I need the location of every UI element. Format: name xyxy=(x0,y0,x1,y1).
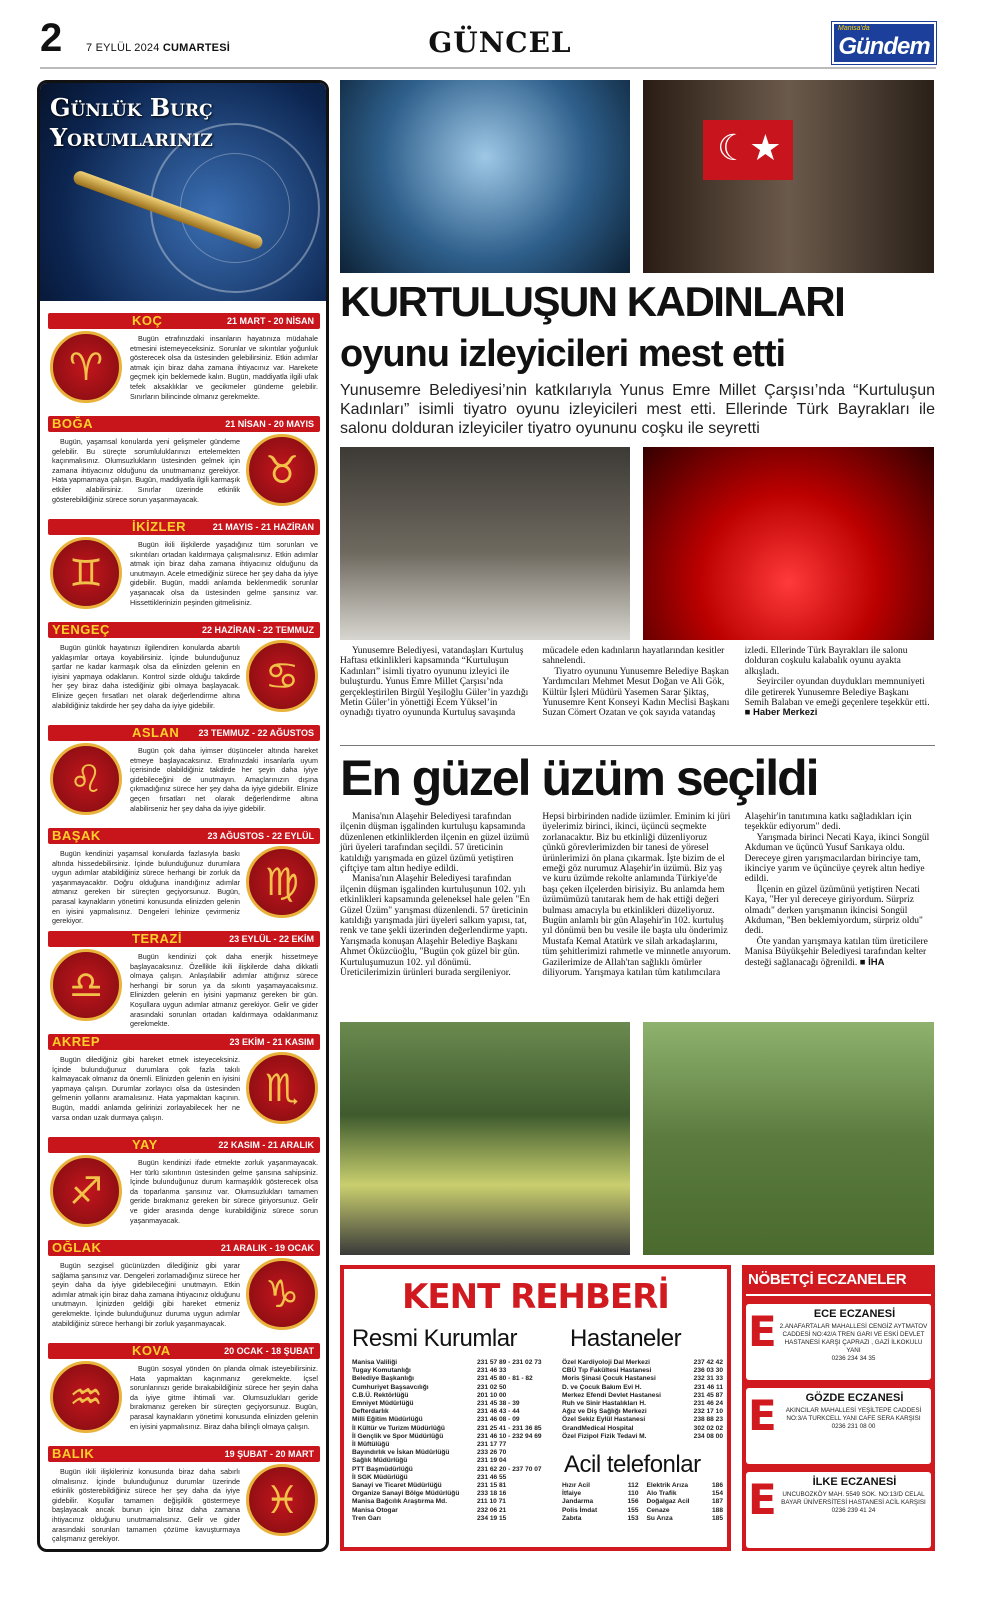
horoscope-item xyxy=(48,725,320,828)
issue-date xyxy=(86,42,230,54)
date-text: 7 EYLÜL 2024 xyxy=(86,42,160,54)
sign-name: KOÇ xyxy=(132,313,163,328)
hastane-row-label: Özel Sekiz Eylül Hastanesi xyxy=(562,1416,646,1424)
acil-row xyxy=(647,1482,724,1490)
resmi-kurum-row-label: Tugay Komutanlığı xyxy=(352,1367,411,1375)
sign-name: KOVA xyxy=(132,1343,171,1358)
resmi-kurum-row xyxy=(352,1367,555,1375)
horoscope-item xyxy=(48,416,320,519)
acil-row-label: Zabıta xyxy=(562,1514,582,1522)
resmi-kurum-row-number: 231 46 43 - 44 xyxy=(477,1408,520,1416)
sign-name: BOĞA xyxy=(52,416,93,431)
resmi-kurum-row-label: İl SGK Müdürlüğü xyxy=(352,1473,408,1481)
theatre-photo-1 xyxy=(340,80,630,273)
sign-dates: 21 NİSAN - 20 MAYIS xyxy=(225,419,314,429)
resmi-kurum-row-label: Bayındırlık ve İskan Müdürlüğü xyxy=(352,1449,450,1457)
sign-dates: 22 HAZİRAN - 22 TEMMUZ xyxy=(201,625,314,635)
zodiac-2-icon: ♊ xyxy=(50,537,122,609)
logo-main: Gündem xyxy=(838,33,930,60)
resmi-kurum-row-number: 231 02 50 xyxy=(477,1383,507,1391)
resmi-kurum-row xyxy=(352,1482,555,1490)
sign-dates: 22 KASIM - 21 ARALIK xyxy=(218,1140,314,1150)
sign-dates: 21 MAYIS - 21 HAZİRAN xyxy=(212,522,314,532)
paragraph xyxy=(745,937,935,968)
resmi-kurum-row xyxy=(352,1408,555,1416)
acil-row-label: Cenaze xyxy=(646,1506,670,1514)
kent-rehberi-title: KENT REHBERİ xyxy=(402,1277,669,1317)
sign-text: Bugün, yaşamsal konularda yeni gelişmeler gündeme gelebilir. Bu süreçte sorumluluklarınızı ertelemekten kaçınmalısınız. Olumsuzlukların üstesinden gelmek için zamana ihtiyacınız olduğunu da unutmamanız gerekiyor. Hata yapmamaya çalışın. Bugün, maddiyatla ilgili karmaşık etkiler alabilirsiniz. Sınırlar üzerinde etkinlik gösterebildiğiniz sürece sorun yaşanmayacak. xyxy=(52,437,240,504)
eczane-name: İLKE ECZANESİ xyxy=(812,1476,897,1488)
hastane-row-label: Ağız ve Diş Sağlığı Merkezi xyxy=(562,1408,647,1416)
eczane-card xyxy=(746,1472,931,1548)
resmi-kurum-row xyxy=(352,1466,555,1474)
article1-lede: Yunusemre Belediyesi’nin katkılarıyla Yunus Emre Millet Çarşısı’nda “Kurtuluşun Kadınları” isimli tiyatro oyunu izleyicileri mest etti. Ellerinde Türk Bayrakları ile salonu dolduran izleyiciler tiyatro oyununu coşku ile seyretti xyxy=(340,382,935,437)
pharmacy-e-icon: E xyxy=(748,1307,777,1356)
acil-row xyxy=(562,1498,639,1506)
eczane-name: ECE ECZANESİ xyxy=(813,1308,896,1320)
sign-name: BAŞAK xyxy=(52,828,101,843)
horoscope-item xyxy=(48,622,320,725)
paragraph-text: İlçenin en güzel üzümünü yetiştiren Necati Kaya, "Her yıl dereceye giriyordum. Sürpriz olmadı" derken yarışmanın ikincisi Songül Akduman, "Ben beklemiyordum, sürpriz oldu" dedi. xyxy=(744,884,923,937)
acil-row-number: 185 xyxy=(711,1514,723,1522)
horoscope-item xyxy=(48,931,320,1034)
eczane-address xyxy=(778,1491,929,1515)
resmi-kurum-row xyxy=(352,1515,555,1523)
hastane-row-number: 232 31 33 xyxy=(693,1375,723,1383)
acil-row-number: 110 xyxy=(627,1490,639,1498)
sign-dates: 19 ŞUBAT - 20 MART xyxy=(224,1449,314,1459)
eczane-card xyxy=(746,1388,931,1464)
paragraph-text: Manisa'nın Alaşehir Belediyesi tarafından ilçenin düşman işgalinden kurtuluşunun 102. yılı etkinlikleri kapsamında geleneksel hale gelen "En Güzel Üzüm" yarışması düzenlendi. 57 üreticinin katıldığı yarışmada jüri üyeleri salkım yapısı, tat, renk ve tane şekli üzerinden değerlendirme yaptı. Yarışmada konuşan Alaşehir Belediye Başkanı Ahmet Öküzcüoğlu, "Bugün çok güzel bir gün. Kurtuluşumuzun 102. yıl dönümü. Üreticilerimizin ürünleri burada sergileniyor. Hepsi birbirinden nadide üzümler. Eminim ki jüri üyelerimiz birinci, ikinci, üçüncü seçmekte zorlanacaktır. Biz bu etkinliği düzenliyoruz çünkü görevlerimizden bir tanesi de yöresel ürünlerimizi ön plana çıkarmak. İşte bizim de el emeği göz nurumuz Alaşehir'in üzümü. Biz yaş ve kuru üzümde rekolte anlamında Türkiye'de başı çeken ilçelerden birisiyiz. Bu anlamda hem üzümümüzü tanıtarak hem de hak ettiği değeri bulması amacıyla bu etkinlikleri düzeliyoruz. Bugün anlamlı bir gün Alaşehir'in 102. kurtuluş yıl dönümü ben bu vesile ile başta ulu önderimiz Mustafa Kemal Atatürk ve silah arkadaşlarını, tüm şehitlerimizi rahmetle ve minnetle anıyorum. Gazilerimize de Allah'tan sağlıklı ömürler diliyorum. Yarışmaya katılan tüm katılımcılara Alaşehir'in tanıtımına katkı sağladıkları için teşekkür ediyorum" dedi. xyxy=(340,812,912,979)
resmi-kurum-row xyxy=(352,1498,555,1506)
hastane-row-number: 234 08 00 xyxy=(693,1432,723,1440)
resmi-kurum-row xyxy=(352,1507,555,1515)
horoscope-item xyxy=(48,1137,320,1240)
acil-row-label: Doğalgaz Acil xyxy=(646,1498,690,1506)
resmi-kurum-row-number: 201 10 00 xyxy=(477,1391,507,1399)
resmi-kurum-row-label: İl Müftülüğü xyxy=(352,1441,390,1449)
hastane-row-label: Özel Fizipol Fizik Tedavi M. xyxy=(562,1432,647,1440)
article1-body xyxy=(340,646,935,719)
paragraph xyxy=(340,812,530,874)
resmi-kurum-row xyxy=(352,1425,555,1433)
eczane-card xyxy=(746,1304,931,1380)
zodiac-6-icon: ♎ xyxy=(50,949,122,1021)
eczaneler-title: NÖBETÇİ ECZANELER xyxy=(746,1269,931,1296)
resmi-kurum-row-label: Defterdarlık xyxy=(352,1408,389,1416)
hastane-row-label: GrandMedical Hospital xyxy=(562,1424,634,1432)
eczane-address-text: UNCUBOZKÖY MAH. 5549 SOK. NO:13/D CELAL BAYAR ÜNİVERSİTESİ HASTANESİ ACİL KARŞISI xyxy=(781,1491,926,1506)
title-line-2: Yorumlarınız xyxy=(50,123,213,152)
resmi-kurum-row-number: 231 46 33 xyxy=(477,1367,507,1375)
acil-row xyxy=(562,1515,639,1523)
page-number: 2 xyxy=(40,16,63,60)
acil-row-number: 186 xyxy=(711,1482,723,1489)
horoscope-item xyxy=(48,1446,320,1549)
hastane-row xyxy=(562,1375,723,1383)
hastane-row xyxy=(562,1400,723,1408)
resmi-kurum-row xyxy=(352,1449,555,1457)
resmi-kurum-row-label: Organize Sanayi Bölge Müdürlüğü xyxy=(352,1490,460,1498)
acil-row-label: İtfaiye xyxy=(562,1490,582,1498)
resmi-kurum-row xyxy=(352,1441,555,1449)
paragraph xyxy=(745,677,935,719)
article1-headline: KURTULUŞUN KADINLARI xyxy=(340,278,845,325)
sign-name: İKİZLER xyxy=(132,519,187,534)
article2-body xyxy=(340,812,935,979)
sign-name: TERAZİ xyxy=(132,931,182,946)
resmi-kurum-row-number: 231 57 89 - 231 02 73 xyxy=(477,1359,542,1366)
byline: ■ İHA xyxy=(859,956,885,968)
hastane-row-number: 238 88 23 xyxy=(693,1416,723,1424)
acil-row-number: 154 xyxy=(711,1490,723,1498)
acil-row-number: 187 xyxy=(711,1498,723,1506)
zodiac-8-icon: ♐ xyxy=(50,1155,122,1227)
acil-row-label: Elektrik Arıza xyxy=(646,1482,689,1489)
resmi-kurum-row-number: 231 45 38 - 39 xyxy=(477,1400,520,1408)
resmi-kurum-row-label: Emniyet Müdürlüğü xyxy=(352,1400,414,1408)
hastane-row-label: Moris Şinasi Çocuk Hastanesi xyxy=(562,1375,656,1383)
acil-row xyxy=(562,1482,639,1490)
sign-text: Bugün kendinizi ifade etmekte zorluk yaşanmayacak. Her türlü sıkıntının üstesinden gelme şansına sahipsiniz. İçinde bulunduğunuz durum karmaşıklık gösterecek olsa da toparlanma şansınız var. Olumsuzlukları tamamen geride bırakmanız gereken bir sürece giriyorsunuz. Gelir ve gider arasında denge kurabildiğiniz sürece sorun yaşanmayacak. xyxy=(130,1158,318,1225)
paragraph xyxy=(745,885,935,937)
resmi-kurum-row-label: Cumhuriyet Başsavcılığı xyxy=(352,1383,429,1391)
acil-row-label: Jandarma xyxy=(562,1498,594,1506)
resmi-kurum-row xyxy=(352,1433,555,1441)
hastane-row xyxy=(562,1367,723,1375)
theatre-photo-4 xyxy=(643,447,934,640)
resmi-kurum-row-number: 232 06 21 xyxy=(477,1506,507,1514)
horoscope-item xyxy=(48,1343,320,1446)
zodiac-0-icon: ♈ xyxy=(50,331,122,403)
acil-row xyxy=(647,1515,724,1523)
resmi-kurum-row-number: 233 26 70 xyxy=(477,1449,507,1457)
horoscope-panel xyxy=(37,80,329,1552)
sign-dates: 23 EYLÜL - 22 EKİM xyxy=(229,934,314,944)
grape-photo-1 xyxy=(340,1022,630,1255)
sign-text: Bugün kendinizi yaşamsal konularda fazlasıyla baskı altında hissedebilirsiniz. İçinde bulunduğunuz durumlara uygun adımlar atabildiğiniz sürece herhangi bir zorluk da yaşanmayacaktır. Doğru olduğuna inandığınız adımlar atmanız gereken bir süreçten geçiyorsunuz. Bugün, parasal kaynakların yönetimi konusunda elinizden gelenin en iyisini yapmalısınız. Dengeleri lehinize çevirmeniz gerekiyor. xyxy=(52,849,240,926)
resmi-kurum-row-number: 231 46 08 - 09 xyxy=(477,1416,520,1424)
eczane-address-text: AKINCILAR MAHALLESİ YEŞİLTEPE CADDESİ NO:3/A TURKCELL YANI CAFE SERA KARŞISI xyxy=(785,1407,922,1422)
zodiac-11-icon: ♓ xyxy=(246,1464,318,1536)
resmi-kurum-row-number: 234 19 15 xyxy=(477,1514,507,1522)
hastaneler-heading: Hastaneler xyxy=(570,1325,682,1352)
sign-text: Bugün dilediğiniz gibi hareket etmek isteyeceksiniz. İçinde bulunduğunuz durumlara çok fazla takılı kalmayacak olmanız da önemli. Elinizden gelenin en iyisini yapmaya çalışın. Durumlar zorlayıcı olsa da üstesinden gelmenin yollarını aramalısınız. Hata yapmaktan kaçının. Bugün, maddi anlamda gelirinizi zorlayabilecek her ne varsa ondan uzak durmaya çalışın. xyxy=(52,1055,240,1122)
zodiac-inner-wheel xyxy=(180,153,290,263)
resmi-kurum-row-number: 231 46 10 - 232 94 69 xyxy=(477,1432,542,1440)
resmi-kurum-row-label: Manisa Valiliği xyxy=(352,1359,398,1366)
zodiac-3-icon: ♋ xyxy=(246,640,318,712)
hastane-row xyxy=(562,1416,723,1424)
sign-dates: 23 TEMMUZ - 22 AĞUSTOS xyxy=(198,728,314,738)
hastane-row xyxy=(562,1433,723,1441)
zodiac-10-icon: ♒ xyxy=(50,1361,122,1433)
acil-row-label: Hızır Acil xyxy=(562,1482,590,1489)
paragraph xyxy=(745,833,935,885)
resmi-kurum-row-number: 233 18 16 xyxy=(477,1490,507,1498)
sign-dates: 23 EKİM - 21 KASIM xyxy=(229,1037,314,1047)
resmi-kurum-row xyxy=(352,1400,555,1408)
section-title: GÜNCEL xyxy=(428,26,572,59)
article1-subheadline: oyunu izleyicileri mest etti xyxy=(340,333,786,375)
eczane-name: GÖZDE ECZANESİ xyxy=(805,1392,904,1404)
eczane-address xyxy=(778,1407,929,1431)
grape-photo-2 xyxy=(643,1022,934,1255)
resmi-kurum-row xyxy=(352,1416,555,1424)
resmi-kurum-row-label: Milli Eğitim Müdürlüğü xyxy=(352,1416,423,1424)
acil-row xyxy=(647,1498,724,1506)
sign-text: Bugün ikili ilişkilerde yaşadığınız tüm sorunları ve sıkıntıları ortadan kaldırmaya çalışmalısınız. Etkin adımlar atmak için biraz daha zamana ihtiyacınız olduğunu da unutmayın. Acele etmediğiniz sürece her şey daha da iyiye gidebilir. Bugün, maddi anlamda beklenmedik sorunlar yaşanacak olsa da üstesinden gelme şansınız var. Hissettiklerinizin peşinden gitmelisiniz. xyxy=(130,540,318,607)
resmi-kurum-row-number: 231 15 81 xyxy=(477,1482,507,1490)
resmi-kurum-row-label: Manisa Otogar xyxy=(352,1506,398,1514)
pharmacy-e-icon: E xyxy=(748,1391,777,1440)
sign-dates: 23 AĞUSTOS - 22 EYLÜL xyxy=(207,831,314,841)
newspaper-logo xyxy=(832,22,936,64)
horoscope-banner-image xyxy=(40,83,326,301)
hastane-row-label: D. ve Çocuk Bakım Evi H. xyxy=(562,1383,642,1391)
acil-row-label: Su Arıza xyxy=(646,1514,673,1522)
hastane-row-label: Merkez Efendi Devlet Hastanesi xyxy=(562,1391,661,1399)
hastane-row-number: 231 45 87 xyxy=(693,1391,723,1399)
horoscope-item xyxy=(48,1240,320,1343)
acil-row xyxy=(647,1490,724,1498)
eczane-phone: 0236 239 41 24 xyxy=(831,1507,876,1514)
resmi-kurumlar-heading: Resmi Kurumlar xyxy=(352,1325,518,1352)
eczane-address xyxy=(778,1323,929,1363)
sign-dates: 21 ARALIK - 19 OCAK xyxy=(220,1243,314,1253)
kent-rehberi-box xyxy=(340,1265,731,1551)
sign-text: Bugün sosyal yönden ön planda olmak isteyebilirsiniz. Hata yapmaktan kaçınmanız gerekmekte. İçsel sorunlarınızı geride bırakabildiğiniz sürece her şeyin daha da iyiye gitme ihtimali var. Olumsuzlukları geride bırakmanız gereken bir süreçten geçiyorsunuz. Bugün, parasal kaynakların yönetimi konusunda elinizden gelenin en iyisini yapmalısınız. Biraz daha bilinçli olmaya çalışın. xyxy=(130,1364,318,1431)
acil-row-label: Polis İmdat xyxy=(562,1506,598,1514)
zodiac-1-icon: ♉ xyxy=(246,434,318,506)
acil-row-number: 112 xyxy=(627,1482,639,1489)
resmi-kurum-row xyxy=(352,1392,555,1400)
zodiac-9-icon: ♑ xyxy=(246,1258,318,1330)
hastane-row xyxy=(562,1359,723,1367)
day-text: CUMARTESİ xyxy=(162,42,231,54)
horoscope-item xyxy=(48,519,320,622)
eczane-list xyxy=(746,1304,931,1548)
sign-dates: 20 OCAK - 18 ŞUBAT xyxy=(224,1346,314,1356)
byline: ■ Haber Merkezi xyxy=(744,707,818,719)
sign-text: Bugün sezgisel gücünüzden dilediğiniz gibi yarar sağlama şansınız var. Dengeleri zorlamadığınız sürece her şeyin daha da iyiye gidebileceğini unutmayın. Etkin adımlar atmak için biraz daha zamana ihtiyacınız olduğunu unutmayın. İçinizden geldiği gibi hareket etmeniz gerekmekte. İçinde bulunduğunuz duruma uygun adımlar atabildiğiniz sürece herhangi bir zorluk yaşanmayacak. xyxy=(52,1261,240,1328)
hastane-row-label: CBÜ Tıp Fakültesi Hastanesi xyxy=(562,1367,652,1375)
sign-name: ASLAN xyxy=(132,725,180,740)
eczane-phone: 0236 234 34 35 xyxy=(831,1355,876,1362)
hastane-row xyxy=(562,1425,723,1433)
hastane-row xyxy=(562,1392,723,1400)
logo-top: Manisa'da xyxy=(838,25,870,32)
paragraph-text: Yarışmada birinci Necati Kaya, ikinci Songül Akduman ve üçüncü Yusuf Sarıkaya oldu. Dereceye giren yarışmacılardan birinciye tam, ikinciye yarım ve üçüncüye çeyrek altın hediye edildi. xyxy=(744,832,930,885)
resmi-kurum-row-label: Tren Garı xyxy=(352,1514,381,1522)
acil-telefonlar-heading: Acil telefonlar xyxy=(564,1451,701,1478)
resmi-kurum-row-label: Sağlık Müdürlüğü xyxy=(352,1457,408,1465)
hastaneler-list xyxy=(562,1359,723,1441)
resmi-kurum-row-number: 231 45 80 - 81 - 82 xyxy=(477,1375,533,1383)
resmi-kurum-row-label: Manisa Bağcılık Araştırma Md. xyxy=(352,1498,448,1506)
resmi-kurum-row xyxy=(352,1359,555,1367)
sign-text: Bugün etrafınızdaki insanların hayatınıza müdahale etmesini istemeyeceksiniz. Sorunlar ve sıkıntılar yoğunluk gösterecek olsa da üstesinden gelebilirsiniz. Etkin adımlar atmak için biraz daha zamana ihtiyacınız var. Harekete geçmek için beklemede kalın. Bugün, maddiyatla ilgili ufak tefek aksaklıklar ve gecikmeler gündeme gelebilir. Sınırların bilincinde olmanız gerekmekte. xyxy=(130,334,318,401)
hastane-row-number: 302 02 02 xyxy=(693,1424,723,1432)
acil-row-number: 153 xyxy=(627,1514,639,1522)
acil-row-number: 155 xyxy=(627,1506,639,1514)
resmi-kurum-row xyxy=(352,1384,555,1392)
acil-row-number: 188 xyxy=(711,1506,723,1514)
horoscope-item xyxy=(48,1034,320,1137)
acil-row xyxy=(647,1507,724,1515)
paragraph-text: Seyirciler oyundan duydukları memnuniyeti dile getirerek Yunusemre Belediye Başkanı Semih Balaban ve emeği geçenlere teşekkür etti. xyxy=(744,677,930,709)
paragraph-text: Manisa'nın Alaşehir Belediyesi tarafından ilçenin düşman işgalinden kurtuluşu kapsamında düzenlenen etkinliklerden ilçenin en güzel üzümü jüri üyeleri tarafından seçildi. 57 üreticinin katıldığı yarışmada en güzel üzümü yetiştiren çiftçiye tam altın hediye edildi. xyxy=(340,812,530,875)
acil-row xyxy=(562,1507,639,1515)
resmi-kurumlar-list xyxy=(352,1359,555,1523)
horoscope-item xyxy=(48,313,320,416)
hastane-row-label: Ruh ve Sinir Hastalıkları H. xyxy=(562,1400,646,1408)
sign-text: Bugün kendinizi çok daha enerjik hissetmeye başlayacaksınız. Özellikle ikili ilişkilerde daha dikkatli olmaya çalışın. Anlaşılabilir adımlar attığınız sürece herhangi bir sorun ya da sıkıntı yaşamayacaksınız. Elinizden gelenin en iyisini yapmanız gereken bir gün. Koşullara uygun adımlar atmanız gerekiyor. Gelir ve gider arasındaki sorunları ortadan kaldırmaya odaklanmanız gerekmekte. xyxy=(130,952,318,1029)
title-line-1: Günlük Burç xyxy=(50,93,213,122)
sign-dates: 21 MART - 20 NİSAN xyxy=(226,316,314,326)
eczane-address-text: 2.ANAFARTALAR MAHALLESİ CENGİZ AYTMATOV CADDESİ NO:42/A TREN GARI VE ESKİ DEVLET HASTANESİ KARŞI ÇAPRAZI , GAZİ İLKOKULU YANI xyxy=(779,1323,928,1354)
hastane-row-number: 237 42 42 xyxy=(693,1359,723,1366)
pharmacy-e-icon: E xyxy=(748,1475,777,1524)
sign-text: Bugün çok daha iyimser düşünceler altında hareket etmeye başlayacaksınız. Etrafınızdaki insanlarla uyum içerisinde olabildiğiniz takdirde her şeyin daha iyiye gidebileceğini de unutmayın. Amaçlarınızın dışına çıkmadığınız sürece her şey daha da iyiye gidebilir. Elinize geçen fırsatları net olarak değerlendirme altına alabilirseniz her şey daha da iyiye gidebilir. xyxy=(130,746,318,813)
resmi-kurum-row-label: İl Kültür ve Turizm Müdürlüğü xyxy=(352,1424,445,1432)
hastane-row-number: 236 03 30 xyxy=(693,1367,723,1375)
resmi-kurum-row xyxy=(352,1375,555,1383)
sign-name: BALIK xyxy=(52,1446,95,1461)
zodiac-5-icon: ♍ xyxy=(246,846,318,918)
hastane-row xyxy=(562,1384,723,1392)
zodiac-7-icon: ♏ xyxy=(246,1052,318,1124)
resmi-kurum-row-label: PTT Başmüdürlüğü xyxy=(352,1465,413,1473)
resmi-kurum-row-number: 231 25 41 - 231 36 85 xyxy=(477,1424,542,1432)
zodiac-4-icon: ♌ xyxy=(50,743,122,815)
acil-telefonlar-list xyxy=(562,1482,723,1523)
sign-name: YENGEÇ xyxy=(52,622,110,637)
resmi-kurum-row-number: 231 19 04 xyxy=(477,1457,507,1465)
resmi-kurum-row-number: 231 62 20 - 237 70 07 xyxy=(477,1465,542,1473)
resmi-kurum-row-number: 211 10 71 xyxy=(477,1498,506,1506)
resmi-kurum-row-label: Belediye Başkanlığı xyxy=(352,1375,414,1383)
hastane-row-number: 231 46 24 xyxy=(693,1400,723,1408)
theatre-photo-2 xyxy=(643,80,934,273)
resmi-kurum-row xyxy=(352,1490,555,1498)
article2-headline: En güzel üzüm seçildi xyxy=(340,750,818,806)
resmi-kurum-row-label: C.B.Ü. Rektörlüğü xyxy=(352,1391,409,1399)
resmi-kurum-row xyxy=(352,1457,555,1465)
sign-text: Bugün ikili ilişkileriniz konusunda biraz daha sabırlı olmalısınız. İçinde bulunduğunuz durumlar üzerinde etkinlik gösterebildiğiniz sürece her şey daha da iyiye gidebilir. Koşullar tamamen değişiklik göstermeye başlayacak ancak bunun için biraz daha zamana ihtiyacınız olduğunu unutmamalısınız. Gelir ve gider arasındaki sorunları tamamen çözüme kavuşturmaya çalışmanız gerekiyor. xyxy=(52,1467,240,1544)
paragraph-text: Yunusemre Belediyesi, vatandaşları Kurtuluş Haftası etkinlikleri kapsamında “Kurtuluşun Kadınları” isimli tiyatro oyununu izleyici ile buluşturdu. Yunus Emre Millet Çarşısı’nda gerçekleştirilen Birgül Yeşiloğlu Güler’in yazdığı Metin Güler’in yönettiği Ecem Yüksel’in oynadığı tiyatro oyununda Kurtuluş savaşında mücadele eden kadınların hayatlarından kesitler sahnelendi. xyxy=(340,646,725,719)
paragraph-text: Öte yandan yarışmaya katılan tüm üreticilere Manisa Büyükşehir Belediyesi tarafından kelter desteği sağlanacağı öğrenildi. xyxy=(744,936,928,968)
acil-row-number: 156 xyxy=(627,1498,639,1506)
sign-text: Bugün günlük hayatınızı ilgilendiren konularda abartılı yaklaşımlar ortaya koyabilirsiniz. İçinde bulunduğunuz şartlar ne kadar karmaşık olsa da elinizden gelenin en iyisini yapmaya odaklanın. Kontrol sizde olduğu takdirde her şey biraz daha istediğiniz gibi olmaya başlayacak. Elinize geçen fırsatları net olarak değerlendirme altına alabildiğiniz takdirde her şey daha da iyiye gidebilir. xyxy=(52,643,240,710)
resmi-kurum-row-label: İl Gençlik ve Spor Müdürlüğü xyxy=(352,1432,444,1440)
eczane-phone: 0236 231 08 00 xyxy=(831,1423,876,1430)
resmi-kurum-row xyxy=(352,1474,555,1482)
hastane-row-number: 231 46 11 xyxy=(694,1383,723,1391)
horoscope-item xyxy=(48,828,320,931)
hastane-row-number: 232 17 10 xyxy=(693,1408,723,1416)
theatre-photo-3 xyxy=(340,447,630,640)
resmi-kurum-row-number: 231 17 77 xyxy=(477,1441,507,1449)
resmi-kurum-row-number: 231 46 55 xyxy=(477,1473,507,1481)
sign-name: AKREP xyxy=(52,1034,101,1049)
horoscope-title xyxy=(50,93,213,153)
resmi-kurum-row-label: Sanayi ve Ticaret Müdürlüğü xyxy=(352,1482,442,1490)
sign-name: OĞLAK xyxy=(52,1240,102,1255)
nobetci-eczaneler-box xyxy=(742,1265,935,1551)
sign-name: YAY xyxy=(132,1137,158,1152)
acil-row xyxy=(562,1490,639,1498)
acil-row-label: Alo Trafik xyxy=(646,1490,677,1498)
turkish-flag: ☾★ xyxy=(703,120,793,180)
hastane-row-label: Özel Kardiyoloji Dal Merkezi xyxy=(562,1359,650,1366)
header-divider xyxy=(40,67,936,69)
paragraph-text: Tiyatro oyununu Yunusemre Belediye Başkan Yardımcıları Mehmet Mesut Doğan ve Ali Gök, Kültür İşleri Müdürü Yasemen Sarar Şiktaş, Yunusemre Kent Konseyi Kadın Meclisi Başkanı Suzan Cömert Ozatan ve çok sayıda vatandaş izledi. Ellerinde Türk Bayrakları ile salonu dolduran coşkulu kalabalık oyunu ayakta alkışladı. xyxy=(542,646,908,719)
